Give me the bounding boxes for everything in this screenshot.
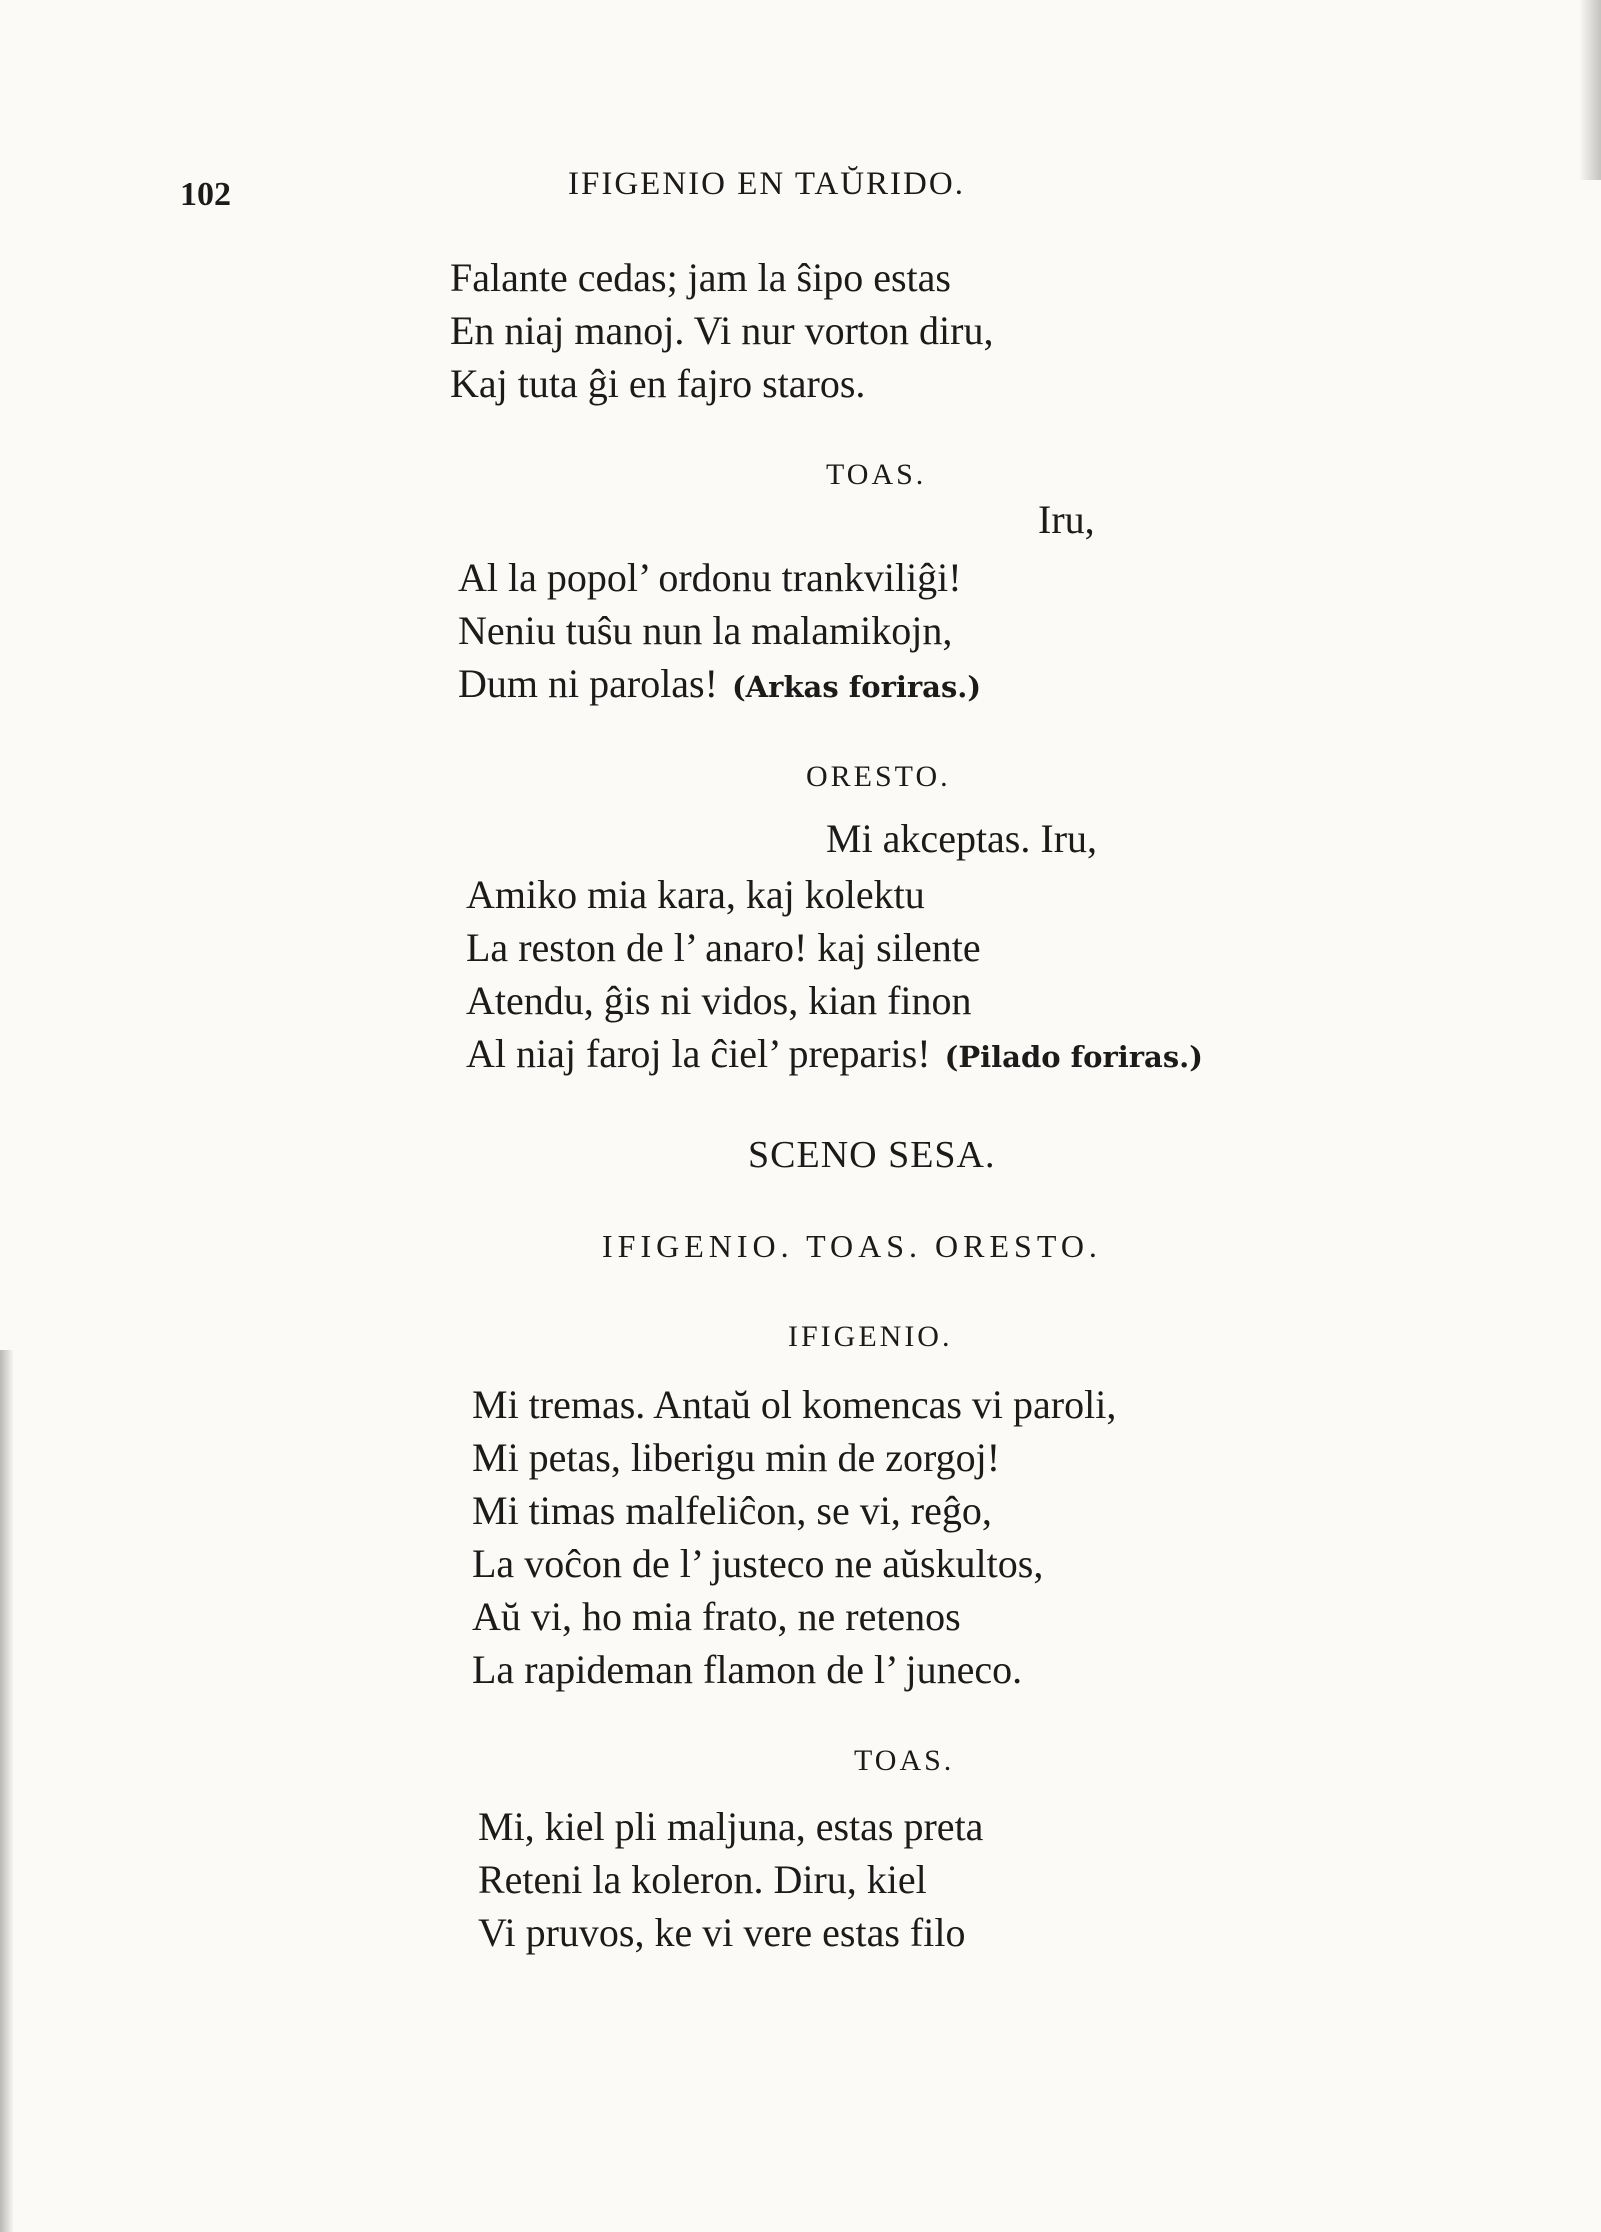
verse-line: Amiko mia kara, kaj kolektu [466,872,925,917]
speaker-name: TOAS. [826,458,927,491]
verse-line: Al la popol’ ordonu trankviliĝi! [458,555,962,600]
verse-line: Falante cedas; jam la ŝipo estas [450,255,951,300]
verse-line: La voĉon de l’ justeco ne aŭskultos, [472,1541,1044,1586]
page-number: 102 [180,176,231,213]
verse-line: Aŭ vi, ho mia frato, ne retenos [472,1594,961,1639]
speaker-name: TOAS. [854,1744,955,1777]
verse-line: Iru, [1038,497,1095,542]
verse-line: Reteni la koleron. Diru, kiel [478,1857,927,1902]
stage-direction: (Pilado foriras.) [944,1040,1203,1074]
stage-direction: (Arkas foriras.) [731,670,982,704]
verse-line: Mi akceptas. Iru, [826,816,1098,861]
page-edge-shadow [1579,0,1601,180]
verse-line: Mi, kiel pli maljuna, estas preta [478,1804,984,1849]
verse-line [458,657,981,714]
speaker-name: ORESTO. [806,760,951,793]
scene-title: SCENO SESA. [748,1134,996,1176]
verse-line: Mi petas, liberigu min de zorgoj! [472,1435,1001,1480]
verse-line: Mi tremas. Antaŭ ol komencas vi paroli, [472,1382,1117,1427]
verse-line: La reston de l’ anaro! kaj silente [466,925,981,970]
verse-line [466,1027,1203,1084]
verse-line: Kaj tuta ĝi en fajro staros. [450,361,866,406]
cast-list: IFIGENIO. TOAS. ORESTO. [602,1228,1102,1264]
verse-text: Al niaj faroj la ĉiel’ preparis! [466,1031,931,1076]
verse-line: Neniu tuŝu nun la malamikojn, [458,608,953,653]
verse-line: En niaj manoj. Vi nur vorton diru, [450,308,994,353]
verse-line: Vi pruvos, ke vi vere estas filo [478,1910,966,1955]
verse-line: Atendu, ĝis ni vidos, kian finon [466,978,972,1023]
speaker-name: IFIGENIO. [788,1320,953,1353]
running-title: IFIGENIO EN TAŬRIDO. [568,166,965,202]
verse-line: La rapideman flamon de l’ juneco. [472,1647,1023,1692]
verse-text: Dum ni parolas! [458,661,718,706]
page-edge-shadow [0,1350,14,2232]
verse-line: Mi timas malfeliĉon, se vi, reĝo, [472,1488,992,1533]
